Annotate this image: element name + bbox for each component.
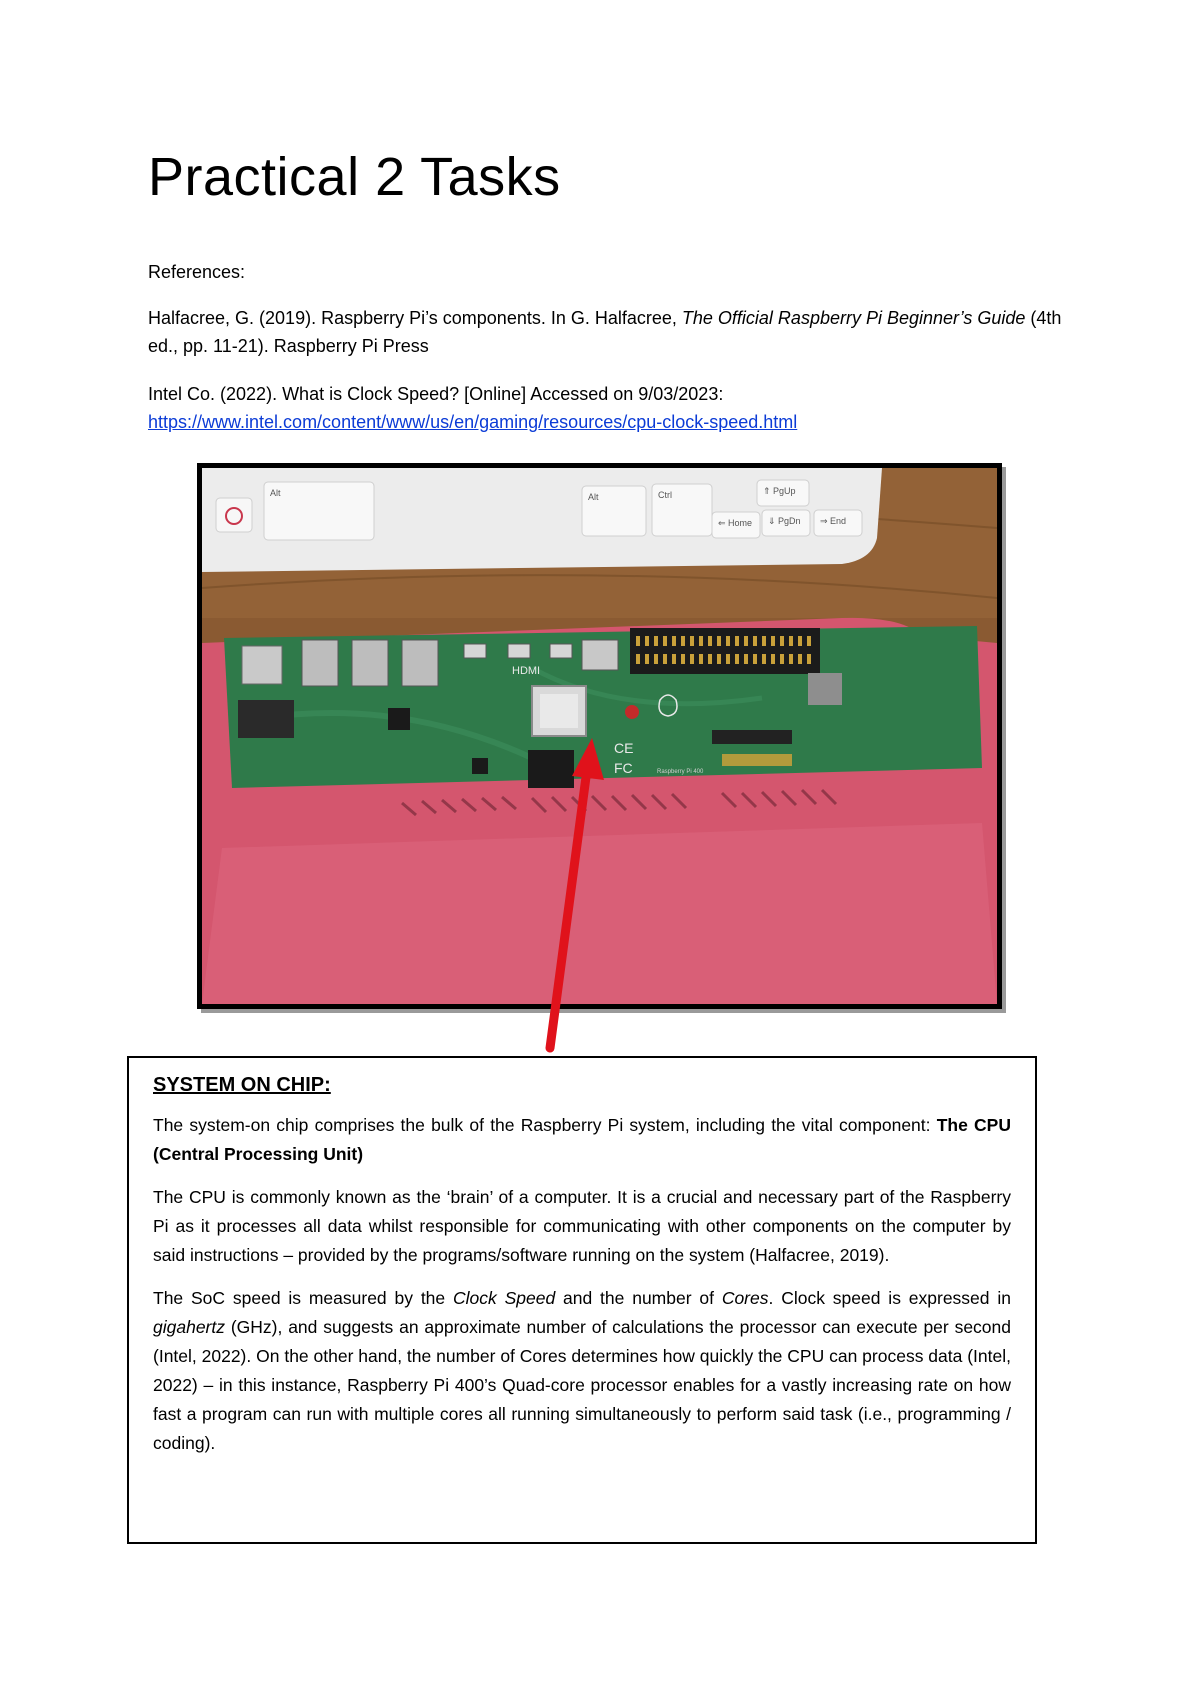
ram-chip	[528, 750, 574, 788]
gpio-pin	[807, 636, 811, 646]
keyboard-key-label: Ctrl	[658, 490, 672, 500]
gpio-pin	[735, 654, 739, 664]
reference-halfacree: Halfacree, G. (2019). Raspberry Pi’s components. In G. Halfacree, The Official Raspberry Pi Beginner’s Guide (4th ed., pp. 11-21). Raspberry Pi Press	[148, 308, 1062, 356]
references-label: References:	[148, 262, 246, 282]
gpio-pin	[636, 654, 640, 664]
gpio-pin	[654, 654, 658, 664]
gpio-pin	[663, 636, 667, 646]
soc-heading: SYSTEM ON CHIP:	[153, 1074, 331, 1096]
gpio-pin	[753, 636, 757, 646]
fc-mark: FC	[614, 760, 633, 776]
gpio-pin	[726, 636, 730, 646]
gpio-pin	[708, 636, 712, 646]
raspberry-pi-400-photo	[202, 468, 997, 1004]
keyboard	[202, 468, 882, 572]
gpio-pin	[681, 654, 685, 664]
gpio-pin	[762, 636, 766, 646]
gpio-pin	[663, 654, 667, 664]
gpio-pin	[690, 636, 694, 646]
gpio-pin	[780, 654, 784, 664]
gpio-pin	[717, 636, 721, 646]
gpio-pin	[735, 636, 739, 646]
gpio-pin	[807, 654, 811, 664]
gpio-pin	[645, 636, 649, 646]
raspberry-key-icon	[216, 498, 252, 532]
gpio-pin	[699, 654, 703, 664]
soc-paragraph-2: The CPU is commonly known as the ‘brain’ of a computer. It is a crucial and necessary part of the Raspberry Pi as it processes all data whilst responsible for communicating with other components on the computer by said instructions – provided by the programs/software running on the system (Halfacree, 2019).	[153, 1187, 1011, 1265]
gpio-pin	[726, 654, 730, 664]
soc-paragraph-1: The system-on chip comprises the bulk of the Raspberry Pi system, including the vital component: The CPU (Central Processing Unit)	[153, 1115, 1011, 1164]
reference-intel-text: Intel Co. (2022). What is Clock Speed? [Online] Accessed on 9/03/2023:	[148, 384, 724, 404]
gpio-pin	[690, 654, 694, 664]
gpio-pin	[762, 654, 766, 664]
reference-intel	[148, 380, 1068, 436]
intel-url-link[interactable]: https://www.intel.com/content/www/us/en/gaming/resources/cpu-clock-speed.html	[148, 412, 798, 432]
gpio-pin	[780, 636, 784, 646]
gpio-pin	[789, 654, 793, 664]
keyboard-key-label: ⇑ PgUp	[763, 486, 796, 496]
gpio-pin	[672, 654, 676, 664]
circuit-board	[224, 626, 982, 788]
gpio-pin	[654, 636, 658, 646]
gpio-pin	[699, 636, 703, 646]
soc-paragraph-3: The SoC speed is measured by the Clock Speed and the number of Cores. Clock speed is expressed in gigahertz (GHz), and suggests an approximate number of calculations the processor can execute per second (Intel, 2022). On the other hand, the number of Cores determines how quickly the CPU can process data (Intel, 2022) – in this instance, Raspberry Pi 400’s Quad-core processor enables for a vastly increasing rate on how fast a program can run with multiple cores all running simultaneously to perform said task (i.e., programming / coding).	[153, 1288, 1011, 1453]
board-model-label: Raspberry Pi 400	[657, 769, 704, 775]
keyboard-key-label: Alt	[588, 492, 599, 502]
gpio-pin	[798, 654, 802, 664]
cpu-bold: The CPU (Central Processing Unit)	[153, 1115, 1011, 1164]
gpio-pin	[744, 636, 748, 646]
keyboard-key-label: ⇓ PgDn	[768, 516, 801, 526]
gpio-pin	[753, 654, 757, 664]
gpio-pin	[645, 654, 649, 664]
keyboard-key-label: ⇐ Home	[718, 518, 753, 528]
gpio-pin	[744, 654, 748, 664]
raspberry-pi-photo-frame	[197, 463, 1002, 1009]
gpio-pin	[681, 636, 685, 646]
gpio-pin	[798, 636, 802, 646]
page-title: Practical 2 Tasks	[148, 147, 561, 207]
gpio-pin	[771, 654, 775, 664]
book-title: The Official Raspberry Pi Beginner’s Guide	[681, 308, 1026, 328]
gpio-pin	[771, 636, 775, 646]
hdmi-label: HDMI	[512, 665, 541, 677]
system-on-chip-box	[127, 1056, 1037, 1544]
ce-mark: CE	[614, 740, 634, 756]
gpio-pin	[708, 654, 712, 664]
keyboard-key-label: Alt	[270, 488, 281, 498]
gpio-pin	[789, 636, 793, 646]
gpio-pin	[636, 636, 640, 646]
gpio-pin	[717, 654, 721, 664]
keyboard-key-label: ⇒ End	[820, 516, 847, 526]
gpio-pin	[672, 636, 676, 646]
